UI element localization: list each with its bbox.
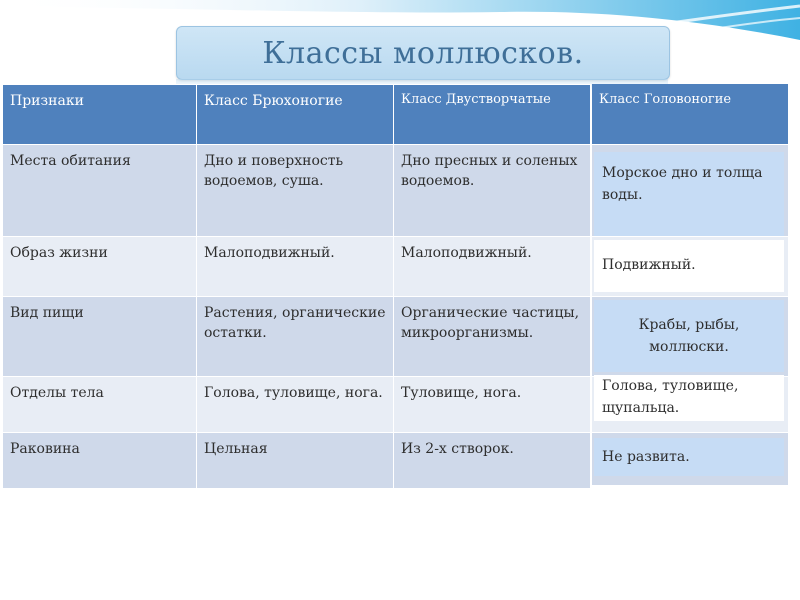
- cell-gastropods: Голова, туловище, нога.: [197, 377, 394, 433]
- row-feature: Отделы тела: [3, 377, 197, 433]
- header-features: Признаки: [3, 85, 197, 145]
- cell-bivalves: Малоподвижный.: [394, 237, 591, 297]
- row-feature: Места обитания: [3, 145, 197, 237]
- answer-shell: Не развита.: [594, 438, 784, 476]
- cell-bivalves: Органические частицы, микроорганизмы.: [394, 297, 591, 377]
- answer-lifestyle: Подвижный.: [594, 240, 784, 292]
- answer-body-parts: Голова, туловище, щупальца.: [594, 375, 784, 421]
- table-row: [3, 433, 591, 489]
- table-row: [3, 377, 591, 433]
- slide-title: Классы моллюсков.: [176, 26, 670, 80]
- mollusk-table: [2, 84, 591, 489]
- cell-bivalves: Дно пресных и соленых водоемов.: [394, 145, 591, 237]
- cell-gastropods: Цельная: [197, 433, 394, 489]
- table-row: [3, 297, 591, 377]
- cell-bivalves: Туловище, нога.: [394, 377, 591, 433]
- row-feature: Образ жизни: [3, 237, 197, 297]
- cell-bivalves: Из 2-х створок.: [394, 433, 591, 489]
- answer-habitat: Морское дно и толща воды.: [594, 152, 784, 236]
- cell-gastropods: Дно и поверхность водоемов, суша.: [197, 145, 394, 237]
- header-cephalopods: Класс Головоногие: [592, 84, 788, 144]
- cell-gastropods: Растения, органические остатки.: [197, 297, 394, 377]
- cell-gastropods: Малоподвижный.: [197, 237, 394, 297]
- table-row: [3, 145, 591, 237]
- answer-food: Крабы, рыбы, моллюски.: [594, 300, 784, 372]
- row-feature: Вид пищи: [3, 297, 197, 377]
- row-feature: Раковина: [3, 433, 197, 489]
- header-bivalves: Класс Двустворчатые: [394, 85, 591, 145]
- table-row: [3, 237, 591, 297]
- header-gastropods: Класс Брюхоногие: [197, 85, 394, 145]
